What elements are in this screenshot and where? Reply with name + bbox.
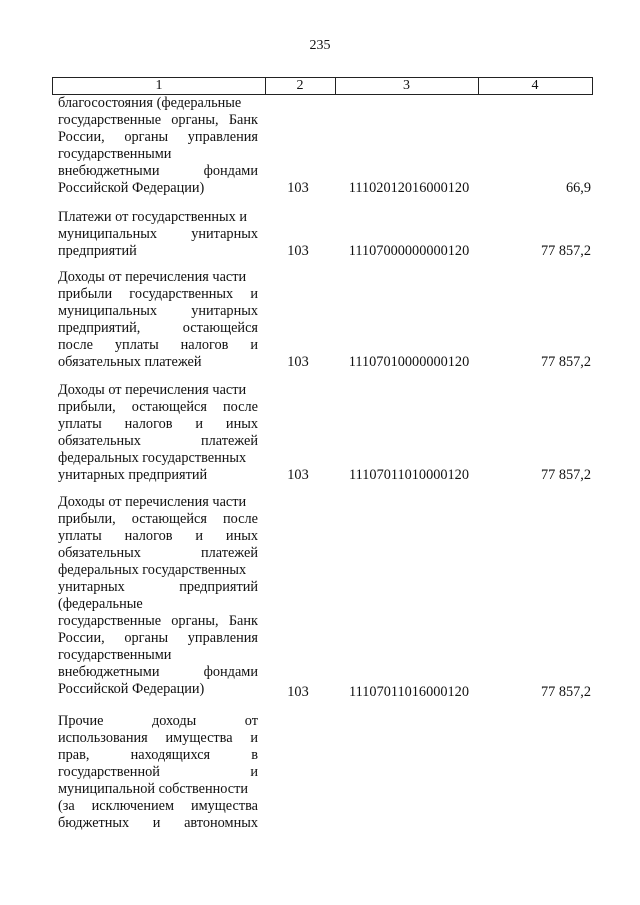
description-line: муниципальной собственности <box>58 781 249 797</box>
row-amount: 77 857,2 <box>540 467 591 483</box>
description-line: Российской Федерации) <box>58 180 205 196</box>
description-line: государственные органы, Банк <box>58 613 258 629</box>
row-admin-code: 103 <box>287 354 309 370</box>
description-line: обязательных платежей <box>58 545 258 561</box>
header-col-3: 3 <box>403 78 410 93</box>
description-line: (за исключением имущества <box>58 798 258 814</box>
description-line: Российской Федерации) <box>58 681 205 697</box>
description-line: предприятий, остающейся <box>58 320 258 336</box>
description-line: после уплаты налогов и <box>58 337 258 353</box>
page-number: 235 <box>309 38 331 53</box>
description-line: государственными <box>58 647 172 663</box>
description-line: муниципальных унитарных <box>58 303 258 319</box>
description-line: уплаты налогов и иных <box>58 416 258 432</box>
description-line: прибыли государственных и <box>58 286 258 302</box>
row-admin-code: 103 <box>287 467 309 483</box>
row-kbk-code: 11102012016000120 <box>348 180 470 196</box>
description-line: Платежи от государственных и <box>58 209 247 225</box>
description-line: Доходы от перечисления части <box>58 494 247 510</box>
row-amount: 66,9 <box>565 180 591 196</box>
description-line: государственными <box>58 146 172 162</box>
row-description <box>58 382 258 484</box>
description-line: федеральных государственных <box>58 450 247 466</box>
description-line: Доходы от перечисления части <box>58 269 247 285</box>
description-line: внебюджетными фондами <box>58 163 258 179</box>
description-line: бюджетных и автономных <box>58 815 258 831</box>
row-description <box>58 494 258 698</box>
description-line: прав, находящихся в <box>58 747 258 763</box>
table-header <box>52 77 593 95</box>
row-admin-code: 103 <box>287 243 309 259</box>
row-description <box>58 95 258 197</box>
description-line: Доходы от перечисления части <box>58 382 247 398</box>
row-description <box>58 269 258 371</box>
row-kbk-code: 11107011010000120 <box>349 467 469 483</box>
description-line: уплаты налогов и иных <box>58 528 258 544</box>
row-admin-code: 103 <box>287 684 309 700</box>
row-description <box>58 209 258 260</box>
description-line: федеральных государственных <box>58 562 247 578</box>
description-line: обязательных платежей <box>58 433 258 449</box>
description-line: государственные органы, Банк <box>58 112 258 128</box>
description-line: благосостояния (федеральные <box>58 95 242 111</box>
description-line: России, органы управления <box>58 630 258 646</box>
row-description <box>58 713 258 832</box>
row-kbk-code: 11107011016000120 <box>349 684 469 700</box>
description-line: обязательных платежей <box>58 354 202 370</box>
row-kbk-code: 11107010000000120 <box>348 354 470 370</box>
row-amount: 77 857,2 <box>540 684 591 700</box>
description-line: прибыли, остающейся после <box>58 511 258 527</box>
description-line: государственной и <box>58 764 258 780</box>
description-line: унитарных предприятий <box>58 579 258 595</box>
row-admin-code: 103 <box>287 180 309 196</box>
description-line: внебюджетными фондами <box>58 664 258 680</box>
header-col-2: 2 <box>296 78 304 93</box>
description-line: предприятий <box>58 243 137 259</box>
row-amount: 77 857,2 <box>540 354 591 370</box>
description-line: муниципальных унитарных <box>58 226 258 242</box>
row-amount: 77 857,2 <box>540 243 591 259</box>
description-line: (федеральные <box>58 596 143 612</box>
header-col-1: 1 <box>155 78 163 93</box>
description-line: Прочие доходы от <box>58 713 258 729</box>
row-kbk-code: 11107000000000120 <box>348 243 470 259</box>
header-col-4: 4 <box>531 78 539 93</box>
description-line: использования имущества и <box>58 730 258 746</box>
description-line: прибыли, остающейся после <box>58 399 258 415</box>
description-line: России, органы управления <box>58 129 258 145</box>
description-line: унитарных предприятий <box>58 467 208 483</box>
